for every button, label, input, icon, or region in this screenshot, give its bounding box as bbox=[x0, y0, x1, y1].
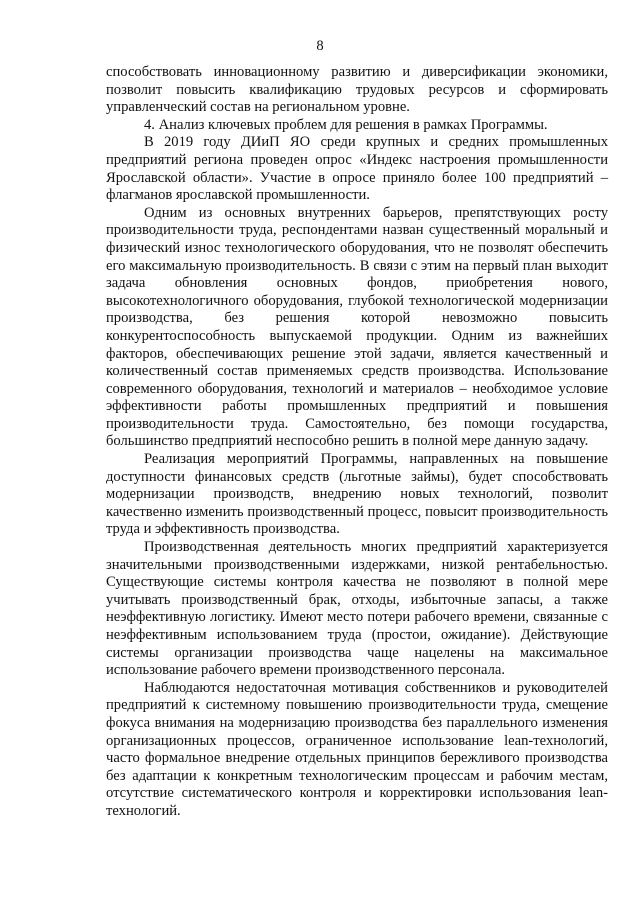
paragraph: Производственная деятельность многих предприятий характеризуется значительными производственными издержками, низкой рентабельностью. Существующие системы контроля качества не позволяют в полной мере учитывать производственный брак, отходы, избыточные запасы, а также неэффективную логистику. Имеют место потери рабочего времени, связанные с неэффективным использованием труда (простои, ожидание). Действующие системы организации производства чаще нацелены на максимальное использование рабочего времени производственного персонала. bbox=[106, 539, 608, 679]
paragraph: В 2019 году ДИиП ЯО среди крупных и средних промышленных предприятий региона проведен опрос «Индекс настроения промышленности Ярославской области». Участие в опросе приняло более 100 предприятий – флагманов ярославской промышленности. bbox=[106, 134, 608, 204]
section-heading: 4. Анализ ключевых проблем для решения в рамках Программы. bbox=[144, 116, 548, 133]
paragraph: Реализация мероприятий Программы, направленных на повышение доступности финансовых средств (льготные займы), будет способствовать модернизации производств, внедрению новых технологий, позволит качественно изменить производственный процесс, повысит производительность труда и эффективность производства. bbox=[106, 451, 608, 538]
document-body bbox=[106, 64, 608, 821]
paragraph: Наблюдаются недостаточная мотивация собственников и руководителей предприятий к системному повышению производительности труда, смещение фокуса внимания на модернизацию производства без параллельного изменения организационных процессов, ограниченное использование lean-технологий, часто формальное внедрение отдельных принципов бережливого производства без адаптации к конкретным технологическим процессам и рабочим местам, отсутствие систематического контроля и корректировки использования lean-технологий. bbox=[106, 679, 608, 819]
paragraph-continuation: способствовать инновационному развитию и диверсификации экономики, позволит повысить квалификацию трудовых ресурсов и сформировать управленческий состав на региональном уровне. bbox=[106, 64, 608, 116]
paragraph: Одним из основных внутренних барьеров, препятствующих росту производительности труда, респондентами назван существенный моральный и физический износ технологического оборудования, что не позволят обеспечить его максимальную производительность. В связи с этим на первый план выходит задача обновления основных фондов, приобретения нового, высокотехнологичного оборудования, глубокой технологической модернизации производства, без решения которой невозможно повысить конкурентоспособность выпускаемой продукции. Одним из важнейших факторов, обеспечивающих решение этой задачи, является качественный и количественный состав применяемых средств производства. Использование современного оборудования, технологий и материалов – необходимое условие эффективности работы промышленных предприятий и повышения производительности труда. Самостоятельно, без помощи государства, большинство предприятий неспособно решить в полной мере данную задачу. bbox=[106, 204, 608, 450]
page-number: 8 bbox=[316, 38, 324, 54]
